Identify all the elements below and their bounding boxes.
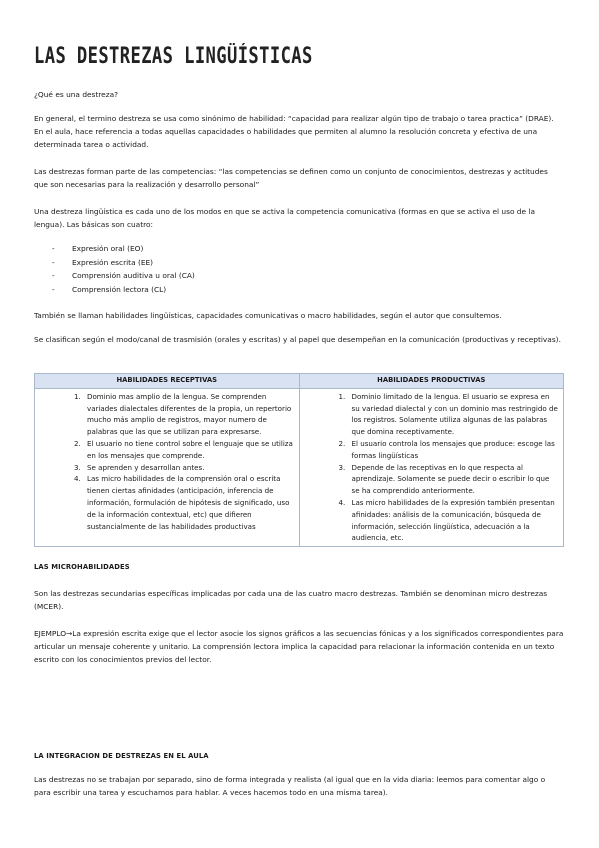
table-header-productivas: HABILIDADES PRODUCTIVAS [299,374,564,389]
table-header-receptivas: HABILIDADES RECEPTIVAS [35,374,300,389]
list-item: 2. El usuario no tiene control sobre el lenguaje que se utiliza en los mensajes que comprende. [83,438,295,462]
list-item: - Expresión oral (EO) [52,244,144,253]
list-item: - Comprensión lectora (CL) [52,284,167,294]
list-item: 4. Las micro habilidades de la expresión también presentan afinidades: análisis de la comunicación, búsqueda de información, selección lingüística, adecuación a la audiencia, etc. [348,497,560,544]
list-item: 1. Dominio mas amplio de la lengua. Se comprenden variades dialectales diferentes de la propia, un repertorio mucho más amplio de registros, mayor numero de palabras que las que se utilizan para expresarse. [83,391,295,438]
paragraph-clasificacion: Se clasifican según el modo/canal de trasmisión (orales y escritas) y al papel que desempeñan en la comunicación (productivas y receptivas). [34,335,561,344]
list-item: - Expresión escrita (EE) [52,257,154,267]
paragraph-definition: En general, el termino destreza se usa como sinónimo de habilidad: “capacidad para realizar algún tipo de trabajo o tarea practica” (DRAE). En el aula, hace referencia a todas aquellas capacidades o habilidades que permiten al alumno la resolución concreta y efectiva de una determinada tarea o actividad. [34,114,554,149]
list-item: 1. Dominio limitado de la lengua. El usuario se expresa en su variedad dialectal y con un dominio mas restringido de los registros. Solamente utiliza algunas de las palabras que domina receptivamente. [348,391,560,438]
section-heading-microhabilidades: LAS MICROHABILIDADES [34,563,130,571]
list-item: 4. Las micro habilidades de la comprensión oral o escrita tienen ciertas afinidades (anticipación, inferencia de información, formulación de hipótesis de significado, uso de la información contextual, etc) que difieren sustancialmente de las habilidades productivas [83,473,295,532]
table-cell-productivas [299,388,564,546]
list-item: - Comprensión auditiva u oral (CA) [52,271,195,280]
list-item: 2. El usuario controla los mensajes que produce: escoge las formas lingüísticas [348,438,560,462]
question-heading: ¿Qué es una destreza? [34,90,119,99]
table-cell-receptivas [35,388,300,546]
list-item: 3. Se aprenden y desarrollan antes. [83,462,295,474]
paragraph-integracion: Las destrezas no se trabajan por separado, sino de forma integrada y realista (al igual que en la vida diaria: leemos para comentar algo o para escribir una tarea y escuchamos para hablar. A veces hacemos todo en una misma tarea). [34,775,546,797]
paragraph-tambien: También se llaman habilidades lingüísticas, capacidades comunicativas o macro habilidades, según el autor que consultemos. [34,311,502,320]
paragraph-competencias: Las destrezas forman parte de las competencias: “las competencias se definen como un conjunto de conocimientos, destrezas y actitudes que son necesarias para la realización y desarrollo personal” [34,167,548,189]
section-heading-integracion: LA INTEGRACION DE DESTREZAS EN EL AULA [34,752,209,760]
list-item: 3. Depende de las receptivas en lo que respecta al aprendizaje. Solamente se puede decir o escribir lo que se ha comprendido anteriormente. [348,462,560,497]
paragraph-destreza-linguistica: Una destreza lingüística es cada uno de los modos en que se activa la competencia comunicativa (formas en que se activa el uso de la lengua). Las básicas son cuatro: [34,207,535,229]
paragraph-microhabilidades: Son las destrezas secundarias específicas implicadas por cada una de las cuatro macro destrezas. También se denominan micro destrezas (MCER). [34,589,548,611]
page-title: LAS DESTREZAS LINGÜÍSTICAS [34,44,313,69]
skills-list [34,242,564,296]
paragraph-ejemplo: EJEMPLO→La expresión escrita exige que el lector asocie los signos gráficos a las secuencias fónicas y a los significados correspondientes para articular un mensaje coherente y unitario. La comprensión lectora implica la capacidad para relacionar la información contenida en un texto escrito con los conocimientos previos del lector. [34,629,564,664]
skills-table [34,373,564,547]
